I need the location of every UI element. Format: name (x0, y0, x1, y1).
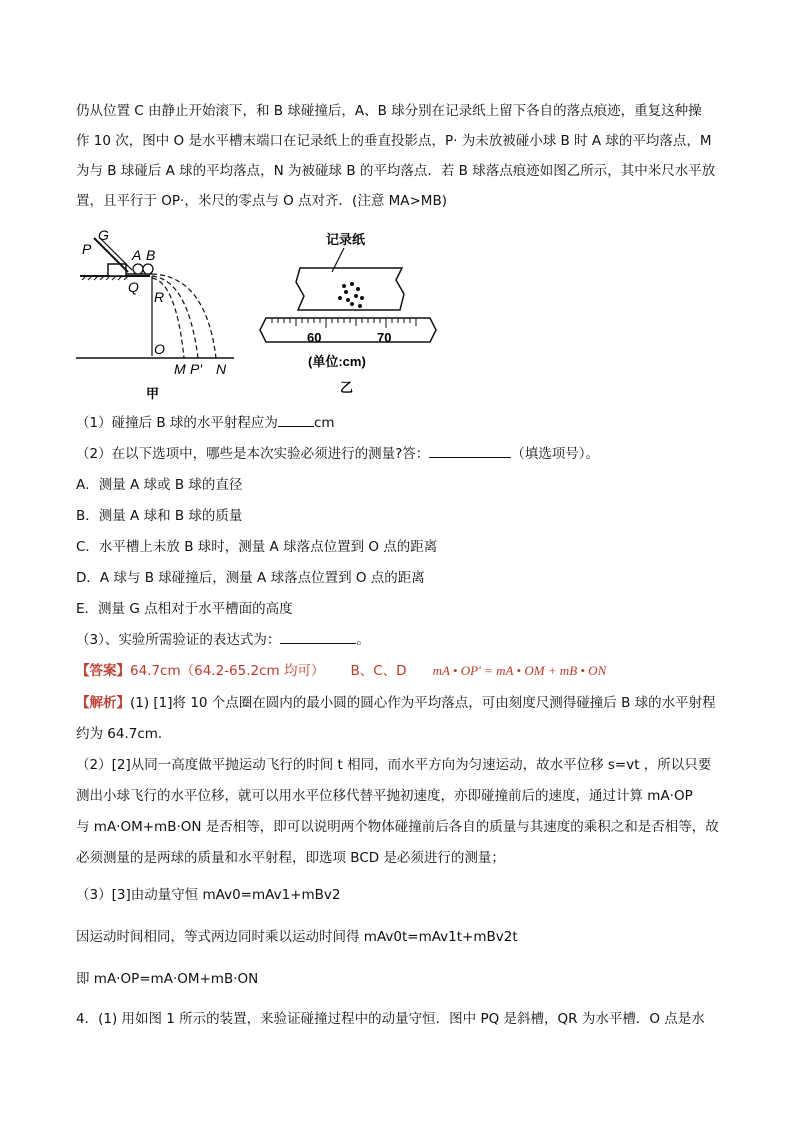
analysis-line-5: 与 mA·OM+mB·ON 是否相等，即可以说明两个物体碰撞前后各自的质量与其速度的乘积之和是否相等，故 (76, 819, 719, 835)
answer-2: B、C、D (350, 663, 407, 679)
question-1: （1）碰撞后 B 球的水平射程应为 cm (76, 408, 726, 438)
analysis-tag: 【解析】 (76, 695, 130, 711)
figure-jia (76, 227, 234, 401)
answer-tag: 【答案】 (76, 663, 130, 679)
option-c: C．水平槽上未放 B 球时，测量 A 球落点位置到 O 点的距离 (76, 539, 438, 555)
answer-line (76, 656, 726, 686)
label-P: P (82, 241, 92, 257)
label-B: B (146, 247, 156, 263)
analysis-line-8: 因运动时间相同，等式两边同时乘以运动时间得 mAv0t=mAv1t+mBv2t (76, 929, 518, 945)
experiment-figures (76, 226, 446, 401)
answer-blank-3[interactable] (280, 629, 356, 644)
label-A: A (132, 247, 142, 263)
caption-yi: 乙 (340, 380, 354, 395)
option-d: D．A 球与 B 球碰撞后，测量 A 球落点位置到 O 点的距离 (76, 570, 425, 586)
option-e: E．测量 G 点相对于水平槽面的高度 (76, 601, 293, 617)
next-question-line-1: 4．(1) 用如图 1 所示的装置，来验证碰撞过程中的动量守恒．图中 PQ 是斜槽，QR 为水平槽．O 点是水 (76, 1011, 705, 1027)
analysis-line-3: （2）[2]从同一高度做平抛运动飞行的时间 t 相同，而水平方向为匀速运动，故水平位移 s=vt ，所以只要 (76, 757, 712, 773)
label-O: O (154, 341, 165, 357)
figure-yi (260, 232, 436, 395)
option-b: B．测量 A 球和 B 球的质量 (76, 508, 243, 524)
ruler-60: 60 (307, 330, 322, 345)
label-R: R (154, 289, 165, 305)
intro-line-4: 置，且平行于 OP·，米尺的零点与 O 点对齐．(注意 MA>MB) (76, 193, 447, 209)
analysis-line-1: 【解析】(1) [1]将 10 个点圈在圆内的最小圆的圆心作为平均落点，可由刻度尺测得碰撞后 B 球的水平射程 (76, 695, 716, 711)
label-N: N (216, 361, 227, 377)
label-M: M (174, 361, 186, 377)
unit-label: (单位:cm) (308, 354, 366, 369)
analysis-line-2: 约为 64.7cm. (76, 726, 163, 742)
label-G: G (98, 227, 109, 243)
answer-3: mA • OP′ = mA • OM + mB • ON (432, 663, 607, 678)
option-a: A．测量 A 球或 B 球的直径 (76, 477, 243, 493)
answer-blank-1[interactable] (278, 412, 314, 427)
analysis-line-6: 必须测量的是两球的质量和水平射程，即选项 BCD 是必须进行的测量； (76, 850, 505, 866)
ruler-70: 70 (377, 330, 392, 345)
caption-jia: 甲 (146, 386, 160, 401)
record-paper-label: 记录纸 (326, 232, 366, 247)
answer-blank-2[interactable] (429, 443, 511, 458)
analysis-line-9: 即 mA·OP=mA·OM+mB·ON (76, 971, 259, 987)
analysis-line-7: （3）[3]由动量守恒 mAv0=mAv1+mBv2 (76, 887, 341, 903)
analysis-line-4: 测出小球飞行的水平位移，就可以用水平位移代替平抛初速度，亦即碰撞前后的速度，通过计算 mA·OP (76, 788, 693, 804)
question-3: （3）、实验所需验证的表达式为： 。 (76, 625, 726, 655)
intro-line-2: 作 10 次，图中 O 是水平槽末端口在记录纸上的垂直投影点，P· 为未放被碰小球 B 时 A 球的平均落点，M (76, 133, 712, 149)
label-P-prime: P' (190, 361, 203, 377)
question-2: （2）在以下选项中，哪些是本次实验必须进行的测量?答： （填选项号）。 (76, 439, 726, 469)
label-Q: Q (128, 279, 139, 295)
intro-line-3: 为与 B 球碰后 A 球的平均落点，N 为被碰球 B 的平均落点．若 B 球落点痕迹如图乙所示，其中米尺水平放 (76, 163, 716, 179)
answer-1: 64.7cm（64.2-65.2cm 均可） (130, 663, 325, 679)
intro-line-1: 仍从位置 C 由静止开始滚下，和 B 球碰撞后，A、B 球分别在记录纸上留下各自的落点痕迹，重复这种操 (76, 103, 702, 119)
